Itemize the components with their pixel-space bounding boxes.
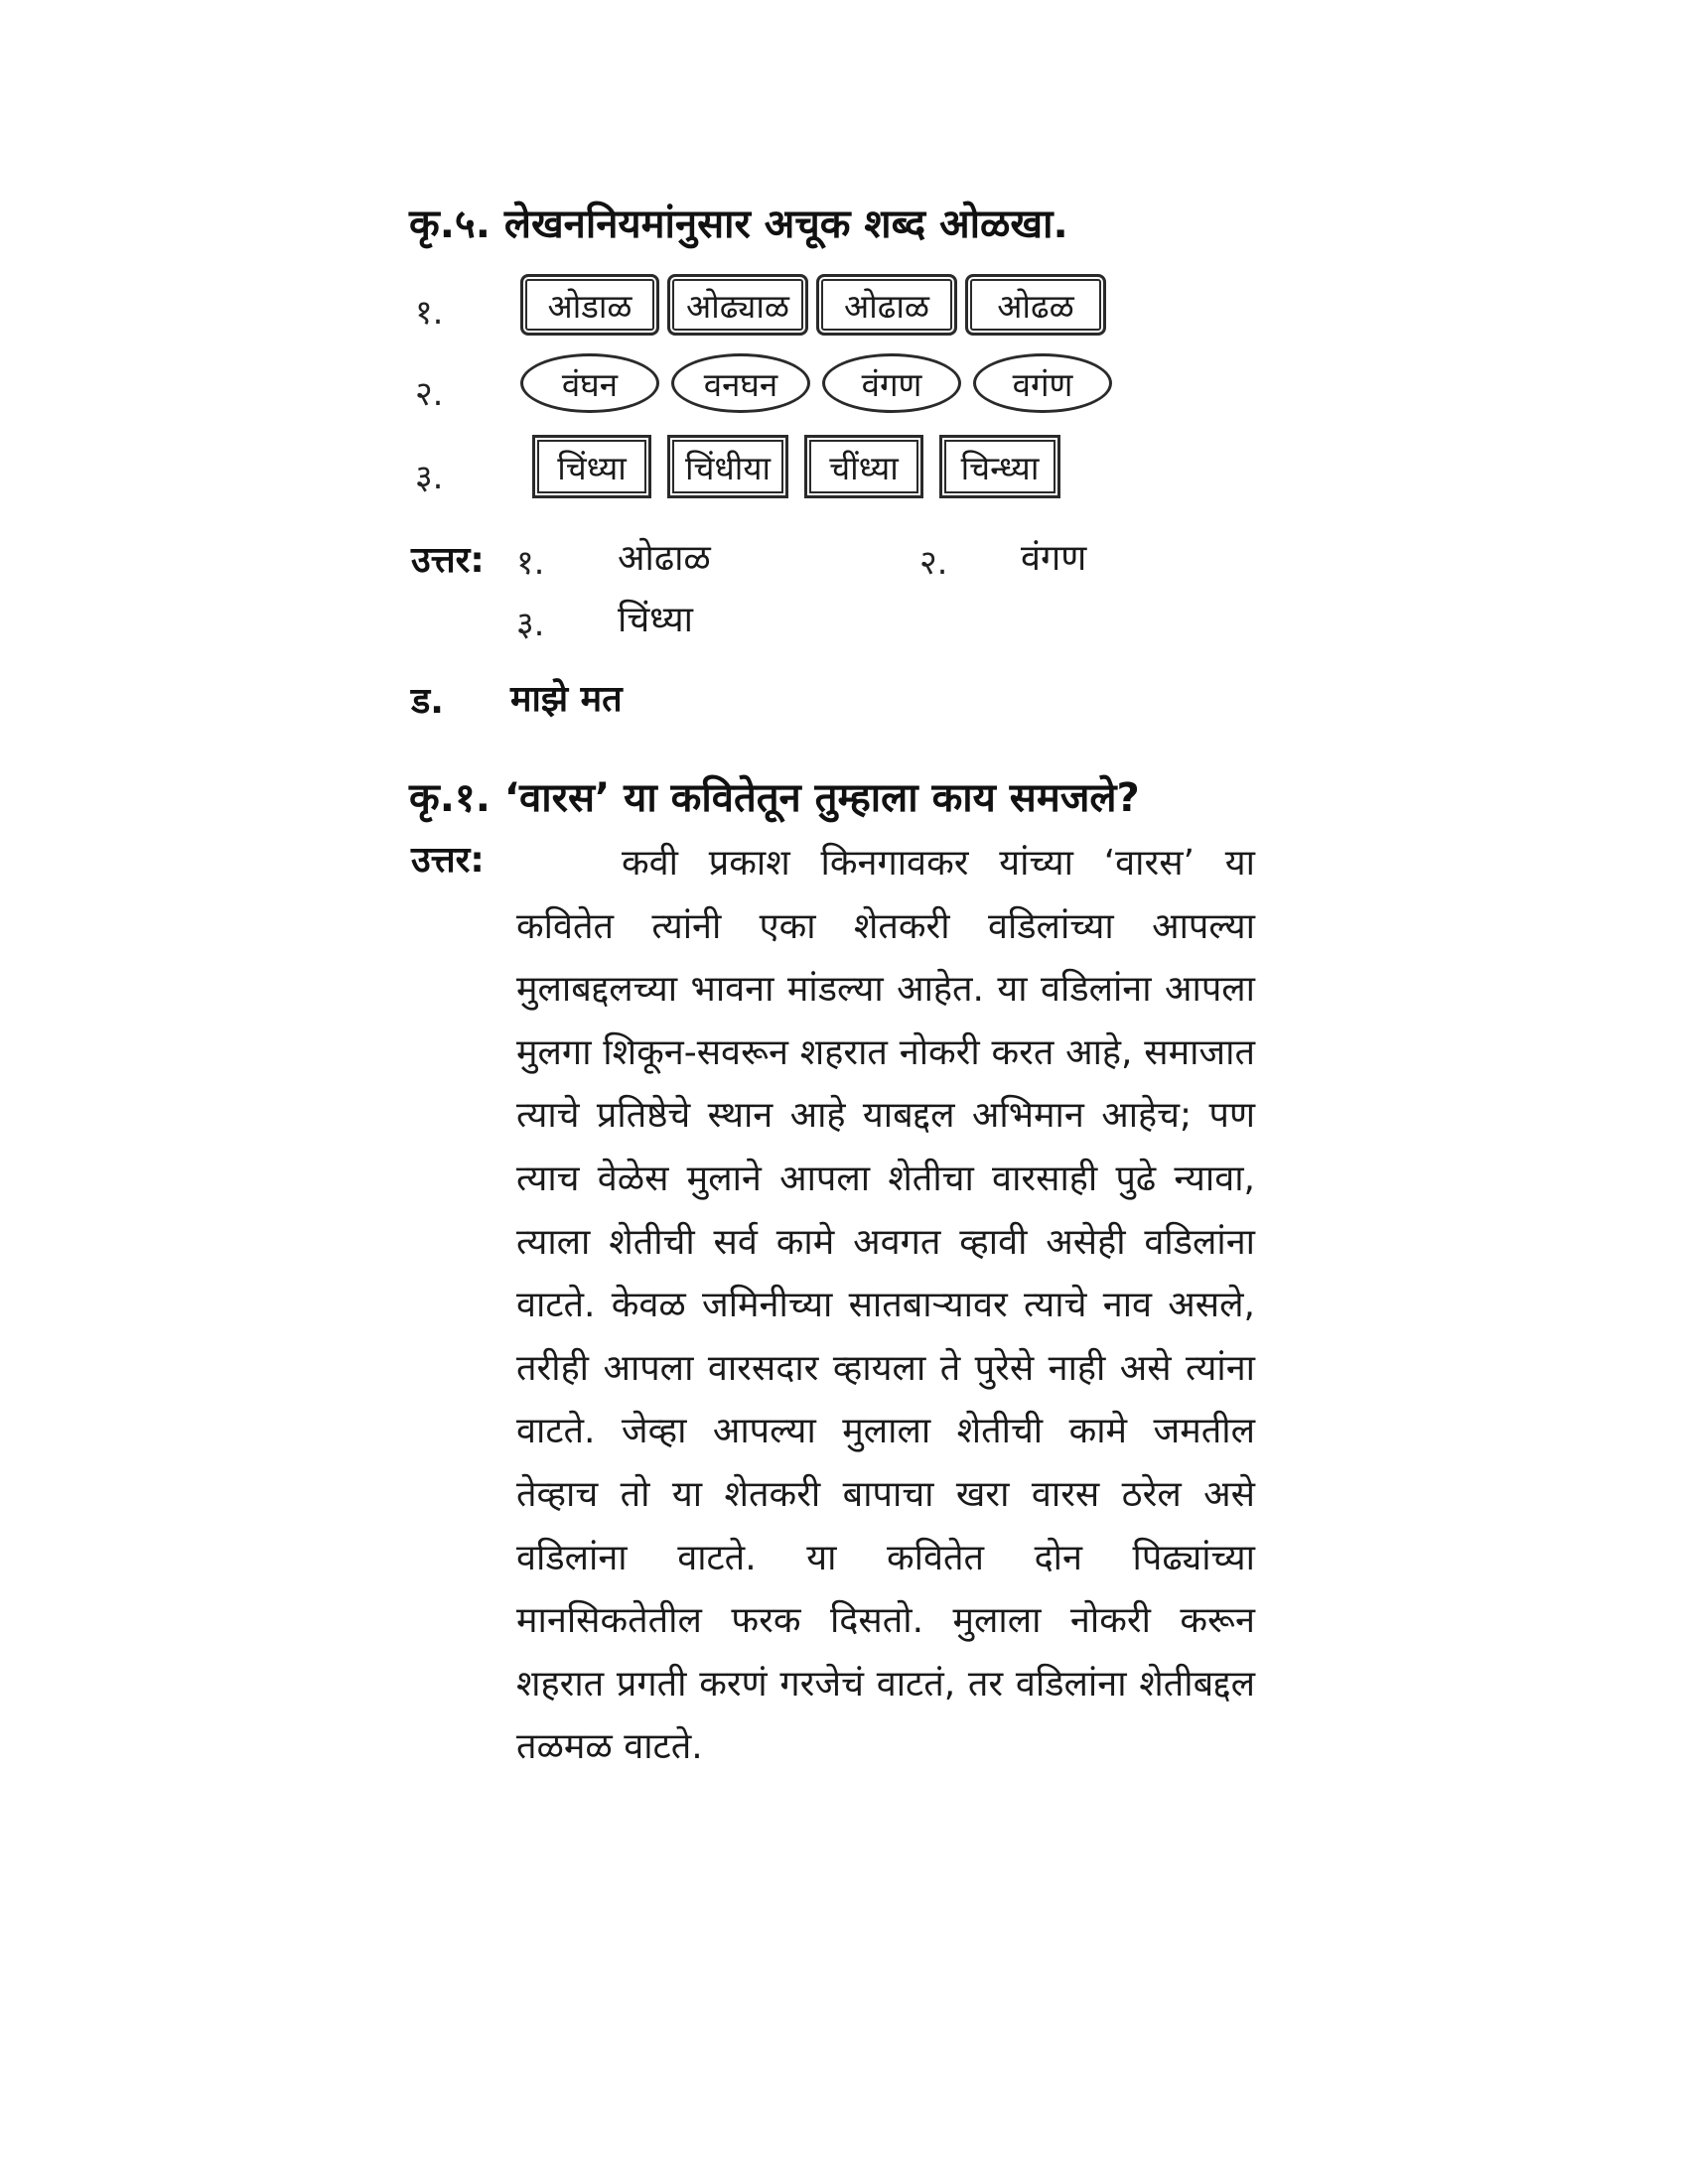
q5-row-1-options <box>520 274 1114 336</box>
section-d-letter: ड. <box>411 681 444 722</box>
option-oval: वनघन <box>671 353 810 413</box>
option-square: चींध्या <box>804 435 923 498</box>
q5-answer-1-number: १. <box>516 543 545 583</box>
option-oval: वंगण <box>822 353 961 413</box>
q5-row-3-number: ३. <box>415 458 444 497</box>
option-square: चिन्ध्या <box>939 435 1060 498</box>
option-oval: वगंण <box>973 353 1112 413</box>
option-box: ओढळ <box>965 274 1106 336</box>
q5-row-2-number: २. <box>415 374 444 414</box>
option-box: ओढाळ <box>816 274 957 336</box>
option-box: ओडाळ <box>520 274 659 336</box>
option-square: चिंधीया <box>667 435 788 498</box>
q5-answer-2-text: वंगण <box>1021 538 1087 579</box>
q5-answer-label: उत्तर: <box>411 540 485 581</box>
option-box: ओढ्याळ <box>667 274 808 336</box>
q5-row-3-options <box>532 435 1076 498</box>
option-square: चिंध्या <box>532 435 651 498</box>
q1-answer-paragraph: कवी प्रकाश किनगावकर यांच्या ‘वारस’ या कवितेत त्यांनी एका शेतकरी वडिलांच्या आपल्या मुलाबद्दलच्या भावना मांडल्या आहेत. या वडिलांना आपला मुलगा शिकून-सवरून शहरात नोकरी करत आहे, समाजात त्याचे प्रतिष्ठेचे स्थान आहे याबद्दल अभिमान आहेच; पण त्याच वेळेस मुलाने आपला शेतीचा वारसाही पुढे न्यावा, त्याला शेतीची सर्व कामे अवगत व्हावी असेही वडिलांना वाटते. केवळ जमिनीच्या सातबाऱ्यावर त्याचे नाव असले, तरीही आपला वारसदार व्हायला ते पुरेसे नाही असे त्यांना वाटते. जेव्हा आपल्या मुलाला शेतीची कामे जमतील तेव्हाच तो या शेतकरी बापाचा खरा वारस ठरेल असे वडिलांना वाटते. या कवितेत दोन पिढ्यांच्या मानसिकतेतील फरक दिसतो. मुलाला नोकरी करून शहरात प्रगती करणं गरजेचं वाटतं, तर वडिलांना शेतीबद्दल तळमळ वाटते. <box>516 843 1255 1768</box>
q5-row-1-number: १. <box>415 293 444 333</box>
q1-heading: कृ.१. ‘वारस’ या कवितेतून तुम्हाला काय समजले? <box>409 775 1140 821</box>
q5-answer-1-text: ओढाळ <box>618 538 711 579</box>
q1-answer-label: उत्तर: <box>411 840 485 881</box>
q5-row-2-options <box>520 353 1124 413</box>
q5-answer-3-number: ३. <box>516 605 545 644</box>
section-d-title: माझे मत <box>510 679 623 720</box>
q5-heading: कृ.५. लेखननियमांनुसार अचूक शब्द ओळखा. <box>409 202 1068 247</box>
option-oval: वंघन <box>520 353 659 413</box>
q5-answer-3-text: चिंध्या <box>618 600 693 640</box>
q5-answer-2-number: २. <box>919 543 948 583</box>
